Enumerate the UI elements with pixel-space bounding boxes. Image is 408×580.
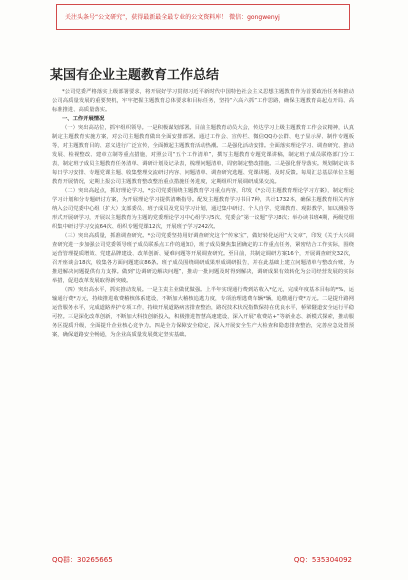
paragraph-theory-study: （二）突出高起点，抓好理论学习。*公司党委围绕主题教育学习重点内容，印发《*公司主题教育理论学习方案》，制定理论学习计划和分专题研讨方案，为开展理论学习提供清晰指导。配发主题教育学习书目7种，共计1732本，确保主题教育相关内容纳入公司党委中心组（扩大）支部委员、班子成员及党员学习计划，通过集中研讨、个人自学、党课教育、观影教学，如以测验等形式开展研学习，开展以主题教育为主题的党委理论学习中心组学习5次、党委会“第一议题”学习8次；举办读书班4期，两级党组织集中研讨学习交流64次、组织专题党课12次，开展班子学习242次。 [52, 188, 354, 230]
contact-footer [52, 552, 352, 568]
intro-paragraph: *公司党委严格落实上级部署要求，将开展好学习贯彻习近平新时代中国特色社会主义思想主题教育作为首要政治任务和推动公司高质量发展的重要契机，牢牢把握主题教育总体要求和目标任务，坚持“六高六抓”工作思路，确保主题教育高起点开局、高标准推进、高质量落实。 [52, 89, 354, 113]
qq-group: QQ群：30265665 [52, 556, 113, 564]
paragraph-research: （三）突出高质量，抓准调查研究。*公司党委坚持用好调查研究这个“传家宝”，做好转化运用“大文章”，印发《关于大兴调查研究进一步加强公司党委领导班子成员联系点工作的通知》，班子成员聚焦集团确定的工作重点任务，紧密结合工作实际，围绕运营管理提质增效、党建品牌建设、改革创新、疑难问题等开展调查研究。至目前，共制定调研方案16个，开展调查研究32次，召开座谈会18次，收集各方面问题建议86条。班子成员围绕调研成果形成调研报告，并在此基础上建立问题清单与整改台账，为推进解决问题提供有力支撑。做到“边调研边解决问题”，推动一批问题及时得到解决，调研成果有效转化为公司经营发展的实际举措，促进改革发展取得新突破。 [52, 233, 354, 284]
promo-banner[interactable] [56, 4, 350, 30]
paragraph-development: （四）突出高水平，抓实推动发展。一是主责主业做优做强。上半年实现通行费到站收入*亿元，完成年度基本目标的*%，运输通行费*万元，持续推进收费稽核体系建设，不断加大稽核追逃力度，专项治理逃费车辆*辆，追缴通行费*万元。二是提升路网运营服务水平，完成道路养护专项工作，持续开展道路病害排查整治，路况技术状况指数保持在优良水平，桥梁隧道安全运行平稳可控。三是深化改革创新，不断加大科技创新投入，积极推进智慧高速建设，深入开展“收费站+”等新业态、新模式探索，推动服务区提质升级，全面提升企业核心竞争力。四是全力保障安全稳定，深入开展安全生产大检查和隐患排查整治，完善应急处置预案，确保道路安全畅通，为企业高质量发展奠定坚实基础。 [52, 287, 354, 338]
document-body [52, 88, 354, 340]
section-heading: 一、工作开展情况 [62, 116, 105, 122]
paragraph-organization: （一）突出高站位，抓牢组织领导。一是积极谋划部署。目前主题教育动员大会，传达学习上级主题教育工作会议精神，认真制定主题教育实施方案，对公司主题教育做出全面安排部署。通过工作会、宣传栏、微信QQ办公群、电子显示屏、制作专题板等，对主题教育目的、意义进行广泛宣传，全面掀起主题教育活动热潮。二是强化活动安排。全面落实理论学习、调查研究、推动发展、检视整改、建章立制等重点措施，对照公司“五个工作清单”，撰写主题教育专题党课讲稿，制定班子成员联络部门分工表，制定班子成员主题教育任务清单、调研计划及记录表，梳理问题清单，周密制定整改措施。三是强化督导落实。规划制定该书每日学习安排、专题党课主题、收集整理交流研讨内容、问题清单、调查研究选题、党课讲题、及时反馈。每周汇总基层单位主题教育开展情况，定期上报公司主题教育整改整治重点措施任务进度，定期组织开展调研成果交流。 [52, 125, 354, 185]
qq-contact: QQ：535304092 [293, 556, 352, 564]
promo-banner-text: 关注头条号“公文研究”，获得最新最全最专业的公文资料库！ 微信：gongwenyj [65, 13, 280, 21]
page-title: 某国有企业主题教育工作总结 [50, 68, 220, 83]
